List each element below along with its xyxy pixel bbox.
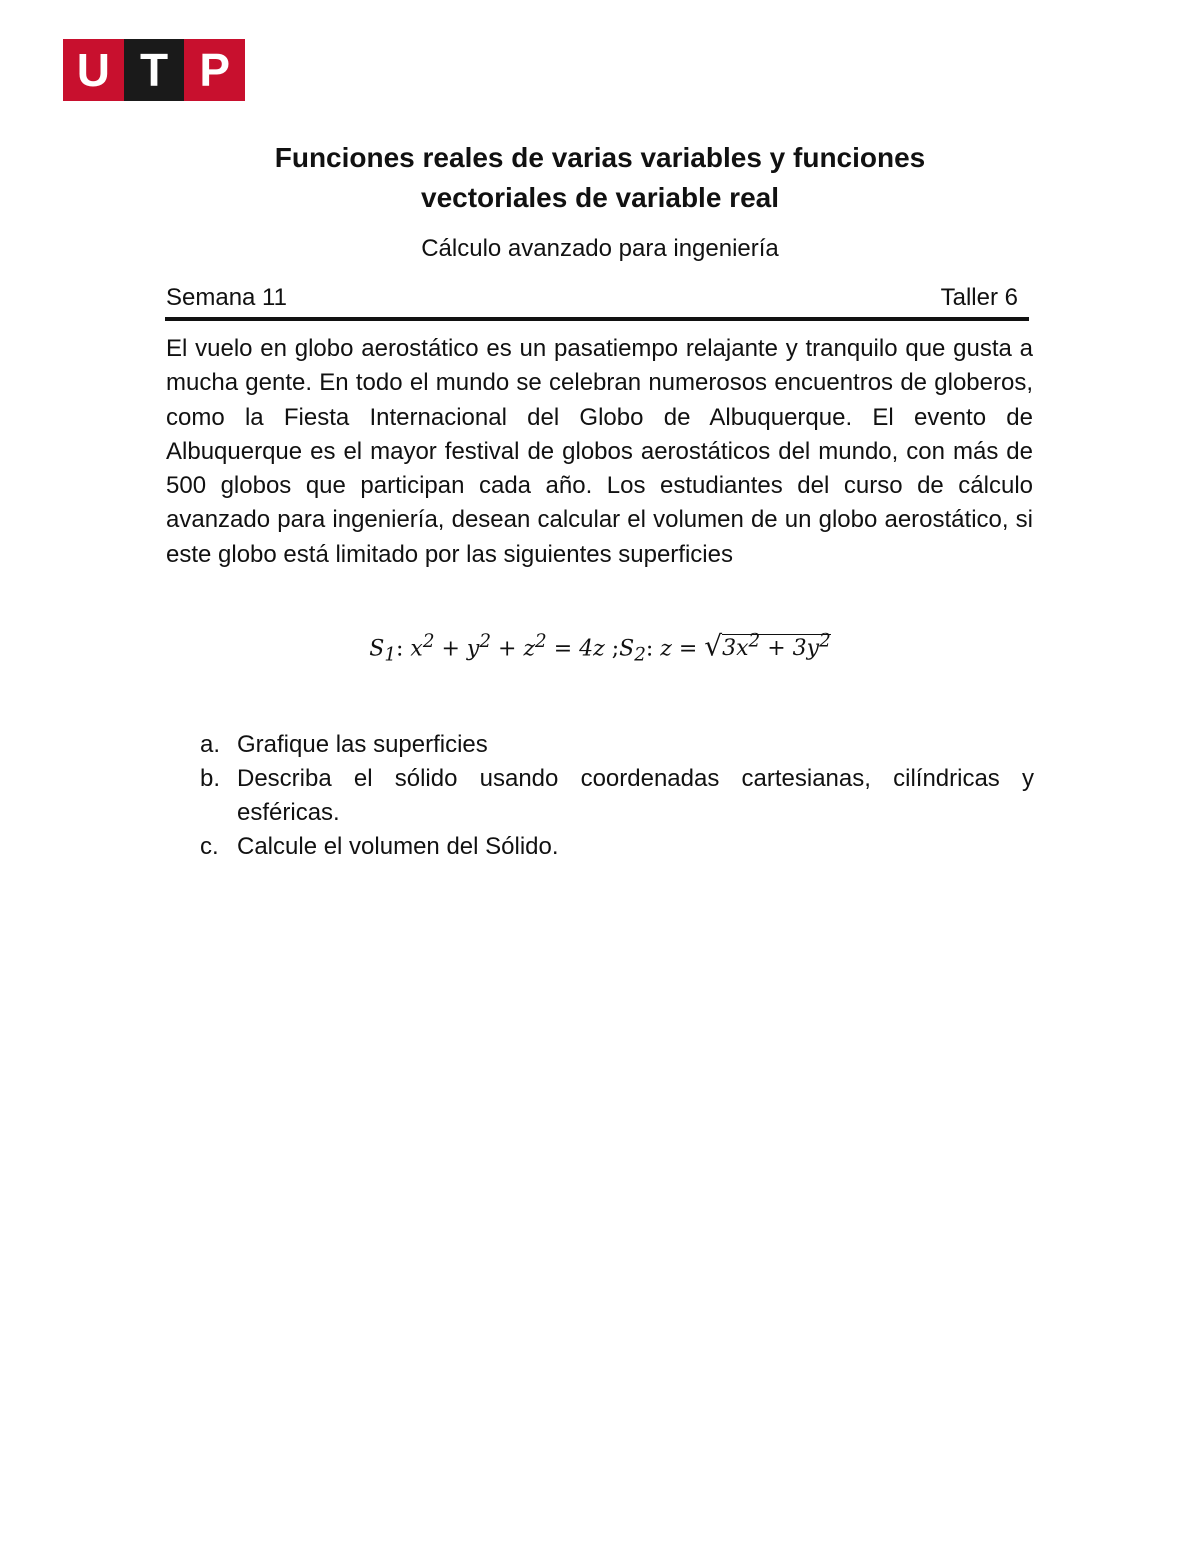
task-list	[200, 728, 1034, 864]
logo-letter-u: U	[63, 39, 124, 101]
list-marker: c.	[200, 833, 219, 860]
list-item-text: Calcule el volumen del Sólido.	[237, 833, 559, 860]
week-label: Semana 11	[166, 284, 287, 311]
s1-subscript: 1	[384, 644, 396, 666]
radicand-a-exp: 2	[748, 631, 761, 652]
list-item	[200, 728, 1034, 762]
list-item-text: Grafique las superficies	[237, 731, 488, 758]
s2-label: S	[619, 636, 635, 662]
s1-rhs: 4z	[579, 636, 605, 662]
list-item	[200, 762, 1034, 830]
list-marker: a.	[200, 731, 221, 758]
list-item	[200, 830, 1034, 864]
sqrt-sign: √	[704, 629, 723, 663]
radicand-b-exp: 2	[819, 631, 831, 652]
surfaces-equation: $S_1$: $x^2 + y^2 + z^2 = 4z$ $;S_2$: $z = √3x^2 + 3y^2$	[369, 629, 831, 666]
list-marker: b.	[200, 765, 221, 792]
s1-y: y	[466, 636, 480, 662]
logo-letter-t: T	[124, 39, 185, 101]
s1-x: x	[410, 636, 423, 662]
s1-z: z	[523, 636, 536, 662]
s2-subscript: 2	[634, 644, 646, 666]
course-subtitle: Cálculo avanzado para ingeniería	[421, 235, 779, 262]
header-row	[166, 282, 1018, 314]
title-line-1: Funciones reales de varias variables y funciones	[274, 142, 926, 173]
utp-logo	[63, 39, 245, 101]
s1-label: S	[369, 636, 385, 662]
header-divider	[165, 317, 1029, 321]
document-title	[150, 138, 1050, 218]
s2-lhs: z	[660, 636, 672, 662]
radicand-b: 3y	[792, 636, 820, 662]
sqrt-radicand: $3x^2 + 3y^2$	[722, 631, 831, 662]
s1-x-exp: 2	[422, 631, 435, 652]
s1-z-exp: 2	[535, 631, 547, 652]
radicand-a: 3x	[722, 636, 749, 662]
workshop-label: Taller 6	[940, 284, 1018, 311]
list-item-text: Describa el sólido usando coordenadas cartesianas, cilíndricas y esféricas.	[237, 765, 1034, 826]
logo-letter-p: P	[184, 39, 245, 101]
problem-paragraph: El vuelo en globo aerostático es un pasatiempo relajante y tranquilo que gusta a mucha gente. En todo el mundo se celebran numerosos encuentros de globeros, como la Fiesta Internacional del Globo de Albuquerque. El evento de Albuquerque es el mayor festival de globos aerostáticos del mundo, con más de 500 globos que participan cada año. Los estudiantes del curso de cálculo avanzado para ingeniería, desean calcular el volumen de un globo aerostático, si este globo está limitado por las siguientes superficies	[166, 335, 1033, 568]
title-line-2: vectoriales de variable real	[421, 182, 779, 213]
s1-y-exp: 2	[479, 631, 492, 652]
